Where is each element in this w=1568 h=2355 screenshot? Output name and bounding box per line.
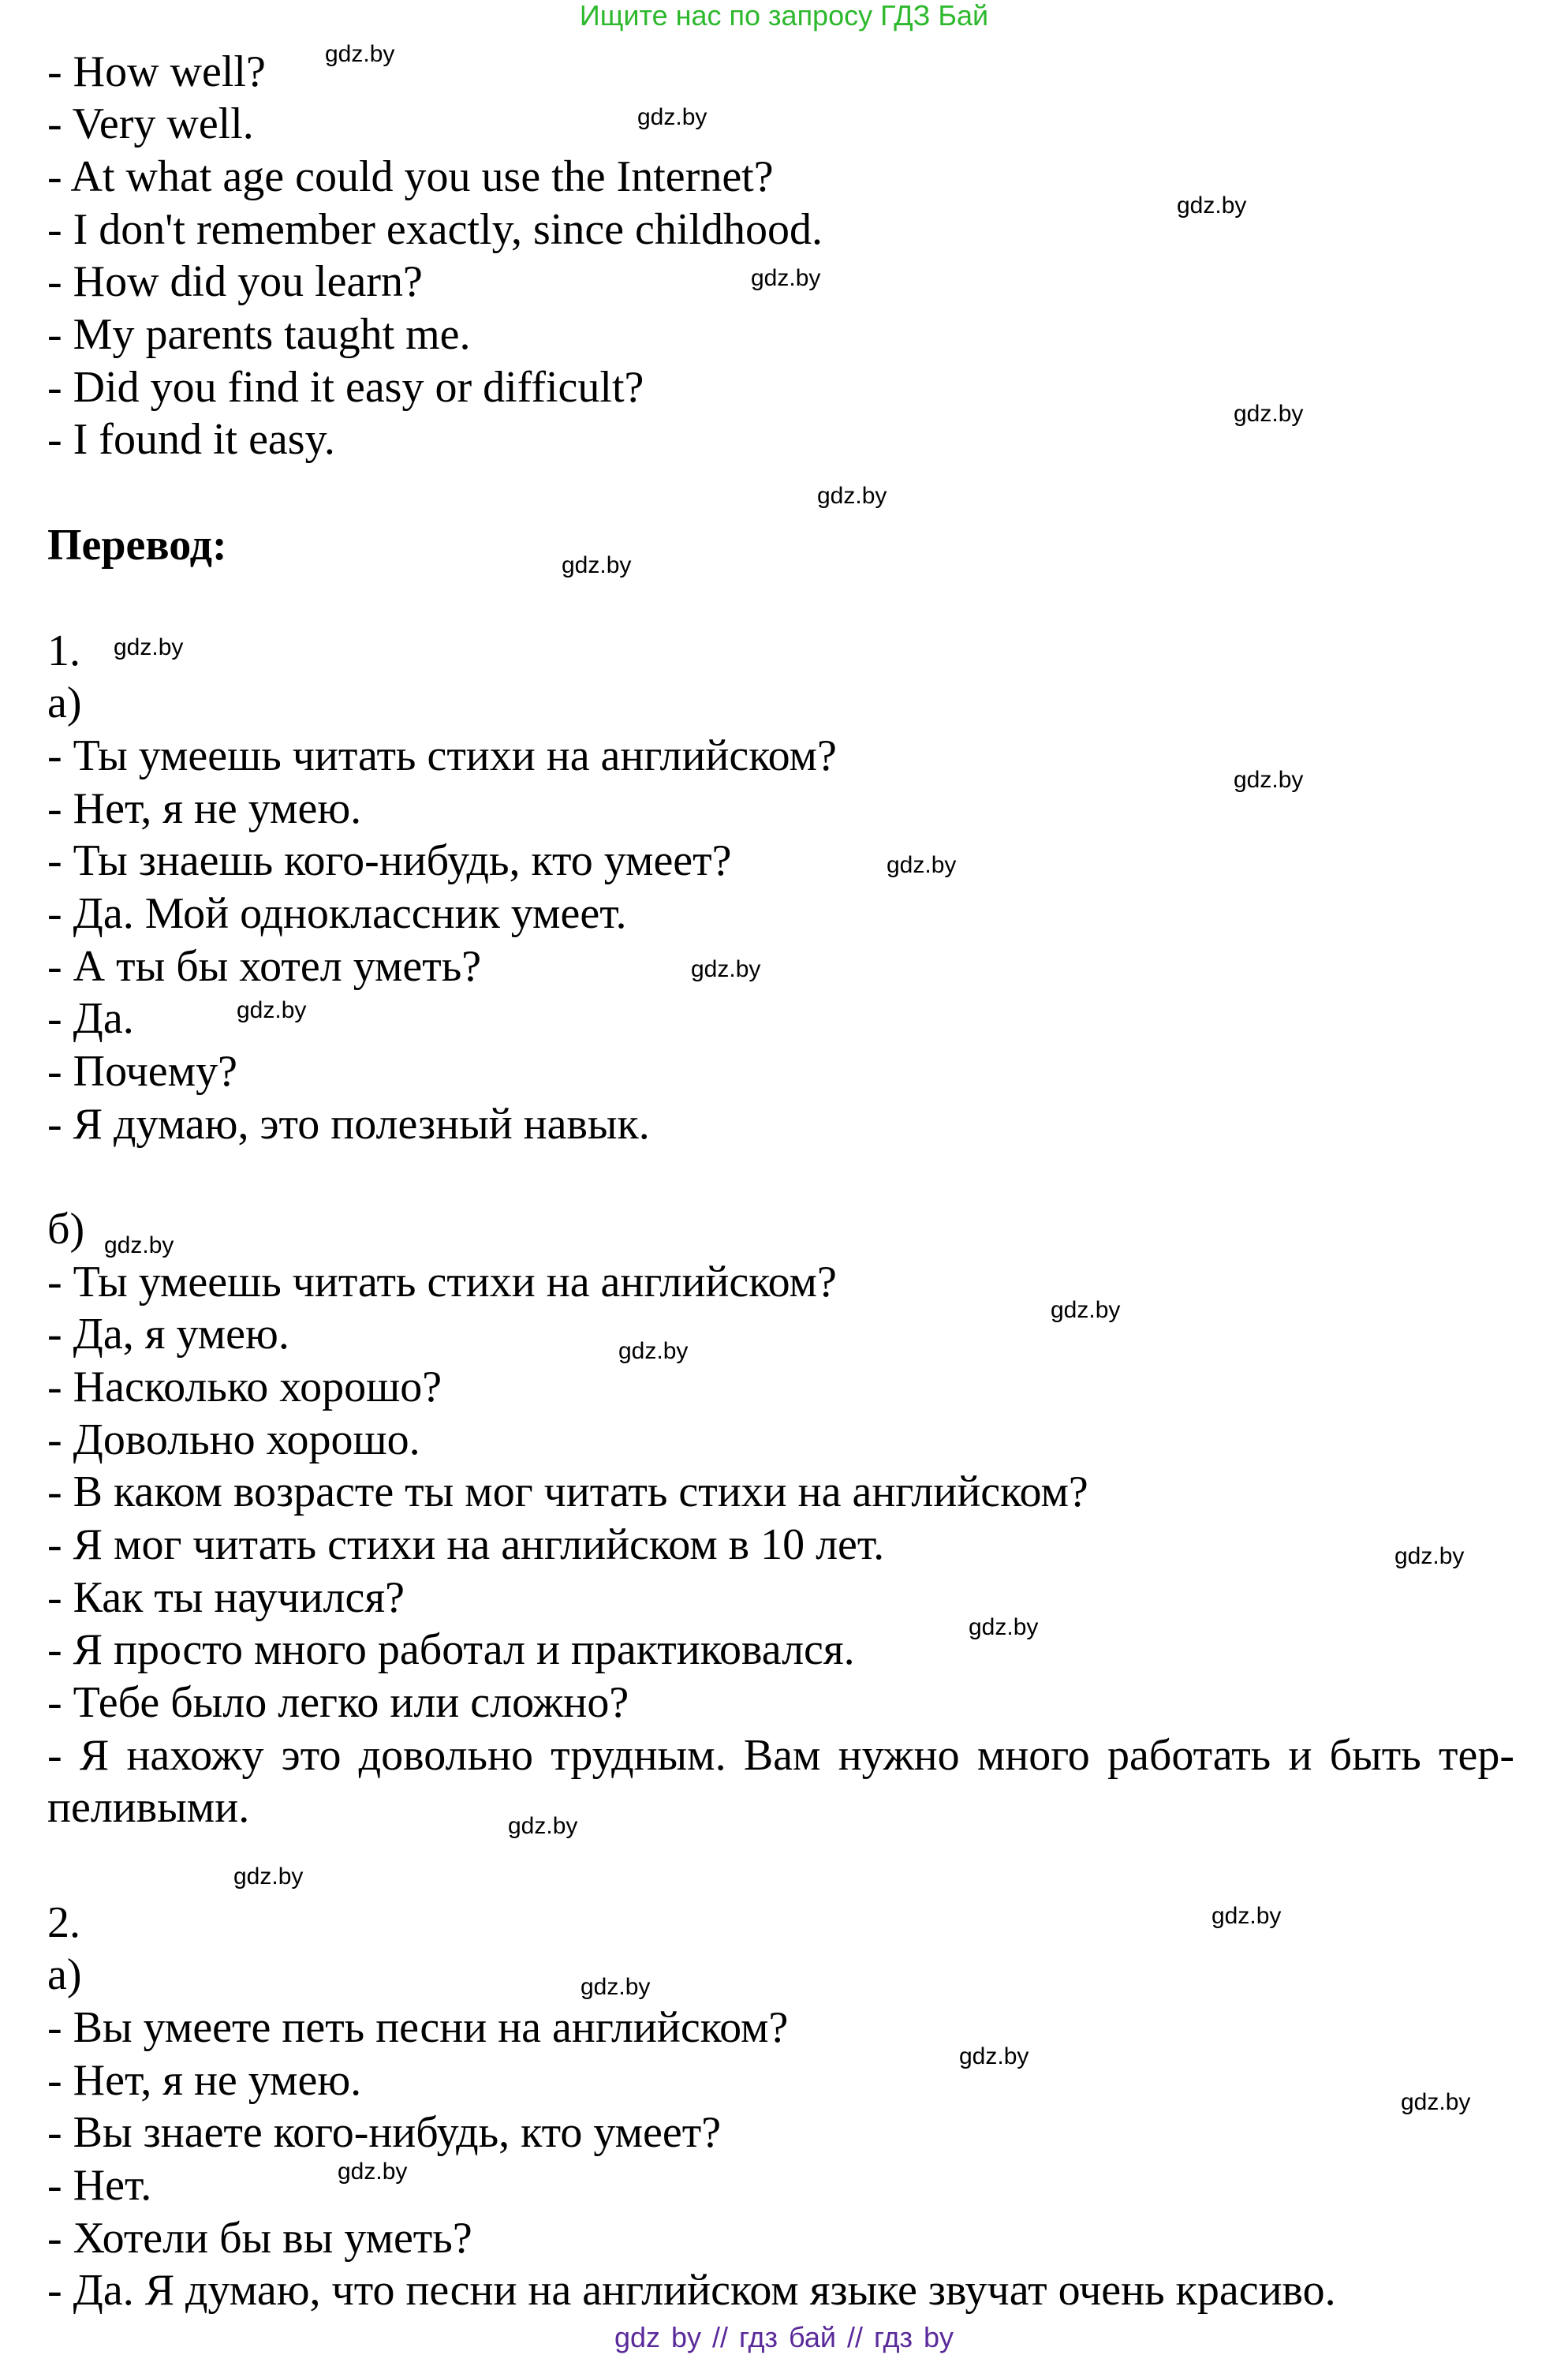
dialogue-line: - Вы знаете кого-нибудь, кто умеет? xyxy=(47,2108,722,2157)
part-label: б) xyxy=(47,1205,85,1254)
dialogue-line: - Нет, я не умею. xyxy=(47,784,362,833)
watermark: gdz.by xyxy=(817,483,887,509)
dialogue-line: - Вы умеете петь песни на английском? xyxy=(47,2003,789,2052)
dialogue-line: - I found it easy. xyxy=(47,415,335,464)
translation-heading: Перевод: xyxy=(47,521,227,570)
part-label: а) xyxy=(47,678,82,727)
dialogue-line: - Нет. xyxy=(47,2161,152,2210)
part-label: а) xyxy=(47,1950,82,1999)
watermark: gdz.by xyxy=(1211,1903,1282,1929)
watermark: gdz.by xyxy=(1177,193,1247,219)
dialogue-line: - Хотели бы вы уметь? xyxy=(47,2214,472,2263)
dialogue-line: - Ты умеешь читать стихи на английском? xyxy=(47,731,837,780)
footer-links[interactable]: gdz by // гдз бай // гдз by xyxy=(614,2321,954,2353)
dialogue-line: - Насколько хорошо? xyxy=(47,1363,442,1411)
section-number: 2. xyxy=(47,1898,80,1947)
dialogue-line: - А ты бы хотел уметь? xyxy=(47,942,482,991)
dialogue-line: - Да. Мой одноклассник умеет. xyxy=(47,889,627,938)
watermark: gdz.by xyxy=(233,1863,304,1890)
dialogue-line: - Довольно хорошо. xyxy=(47,1415,420,1464)
dialogue-line: - Did you find it easy or difficult? xyxy=(47,363,644,412)
watermark: gdz.by xyxy=(114,634,184,660)
watermark: gdz.by xyxy=(562,552,632,578)
watermark: gdz.by xyxy=(751,265,821,291)
dialogue-line xyxy=(47,1729,1514,1781)
watermark: gdz.by xyxy=(508,1813,578,1839)
watermark: gdz.by xyxy=(1401,2089,1471,2115)
watermark: gdz.by xyxy=(325,41,395,67)
dialogue-line-text: - Я нахожу это довольно трудным. Вам нужно много работать и быть тер- xyxy=(47,1731,1514,1780)
watermark: gdz.by xyxy=(1051,1297,1121,1323)
dialogue-line: - Тебе было легко или сложно? xyxy=(47,1678,629,1727)
dialogue-line: - Да, я умею. xyxy=(47,1310,289,1359)
dialogue-line: - Very well. xyxy=(47,99,254,148)
dialogue-line: - Как ты научился? xyxy=(47,1573,405,1622)
dialogue-line: - How did you learn? xyxy=(47,257,423,306)
dialogue-line: - Ты знаешь кого-нибудь, кто умеет? xyxy=(47,836,732,885)
dialogue-line: - Я мог читать стихи на английском в 10 лет. xyxy=(47,1520,885,1569)
dialogue-line: - Ты умеешь читать стихи на английском? xyxy=(47,1258,837,1306)
watermark: gdz.by xyxy=(104,1232,174,1258)
watermark: gdz.by xyxy=(887,852,957,878)
dialogue-line: - Да. xyxy=(47,994,134,1043)
watermark: gdz.by xyxy=(338,2159,408,2185)
dialogue-line: - Почему? xyxy=(47,1047,237,1096)
dialogue-line-continued: пеливыми. xyxy=(47,1783,250,1832)
dialogue-line: - At what age could you use the Internet? xyxy=(47,152,774,201)
watermark: gdz.by xyxy=(969,1614,1039,1640)
watermark: gdz.by xyxy=(581,1974,651,2000)
watermark: gdz.by xyxy=(1234,767,1304,793)
dialogue-line: - Я думаю, это полезный навык. xyxy=(47,1100,650,1149)
watermark: gdz.by xyxy=(237,997,307,1023)
dialogue-line: - How well? xyxy=(47,47,266,96)
section-number: 1. xyxy=(47,626,80,675)
dialogue-line: - Нет, я не умею. xyxy=(47,2056,362,2105)
dialogue-line: - I don't remember exactly, since childhood. xyxy=(47,205,823,254)
dialogue-line: - В каком возрасте ты мог читать стихи на английском? xyxy=(47,1467,1088,1516)
watermark: gdz.by xyxy=(637,104,707,130)
watermark: gdz.by xyxy=(1234,401,1304,427)
watermark: gdz.by xyxy=(618,1338,689,1364)
header-search-hint[interactable]: Ищите нас по запросу ГДЗ Бай xyxy=(579,0,989,32)
dialogue-line: - My parents taught me. xyxy=(47,310,471,359)
watermark: gdz.by xyxy=(691,956,761,982)
dialogue-line: - Да. Я думаю, что песни на английском языке звучат очень красиво. xyxy=(47,2266,1336,2315)
dialogue-line: - Я просто много работал и практиковался. xyxy=(47,1625,855,1674)
watermark: gdz.by xyxy=(959,2043,1029,2069)
watermark: gdz.by xyxy=(1394,1543,1465,1569)
